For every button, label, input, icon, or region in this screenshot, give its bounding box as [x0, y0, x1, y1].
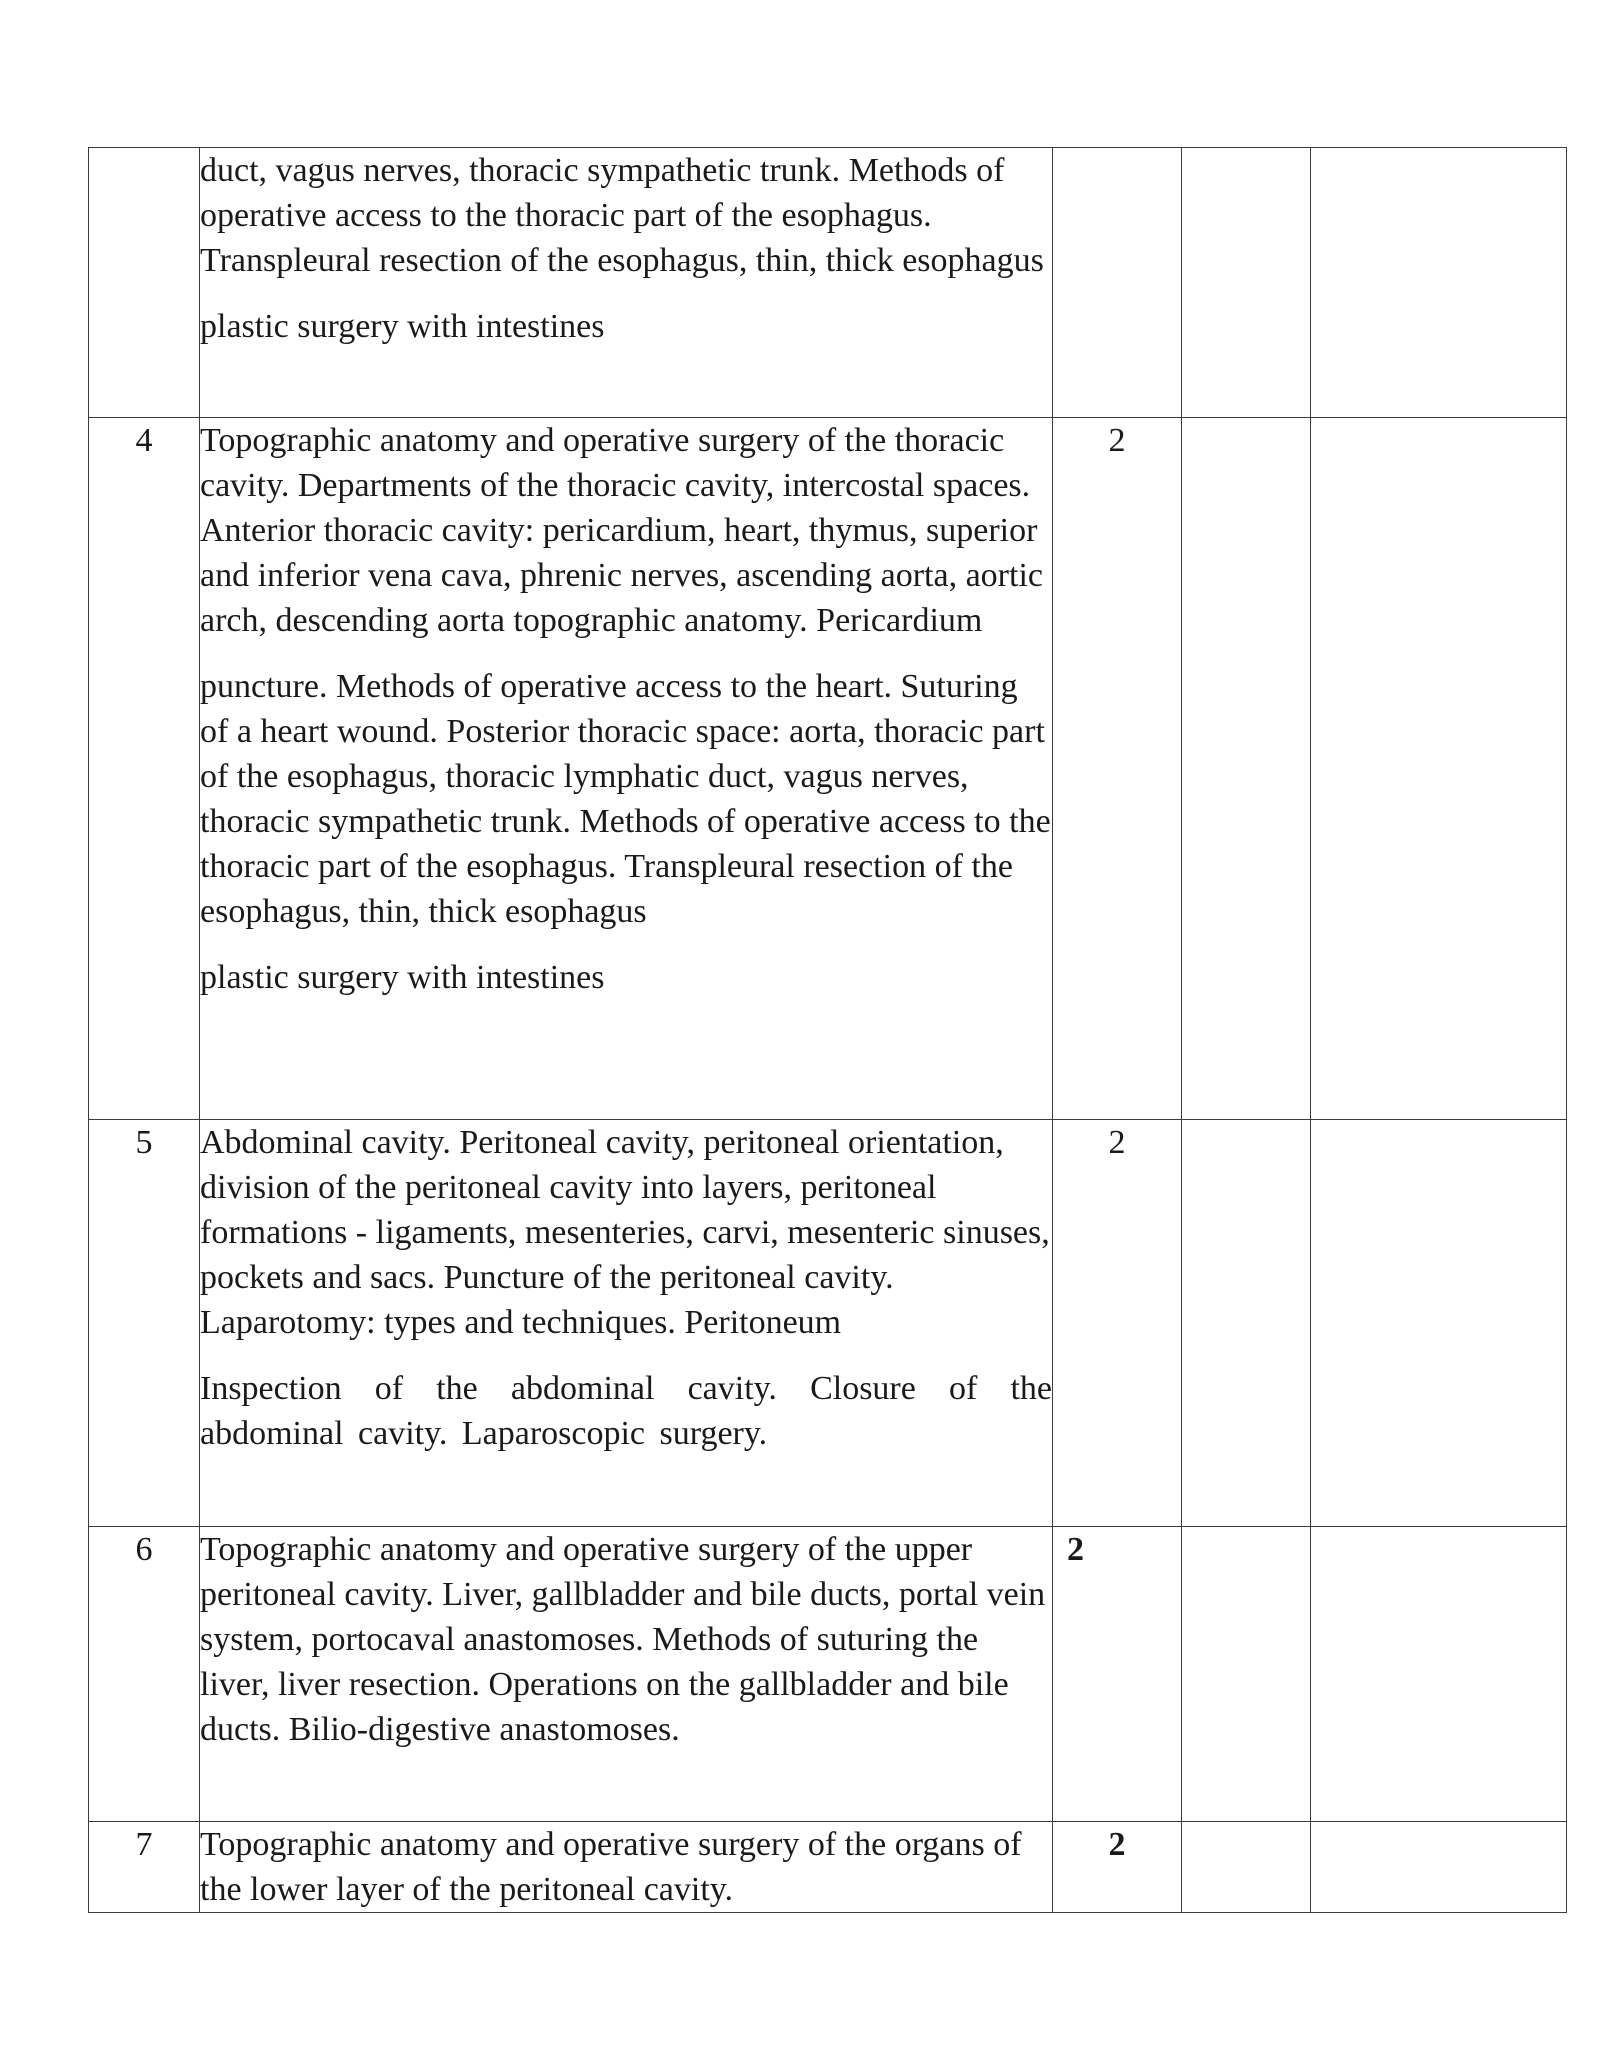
topic-paragraph: Inspection of the abdominal cavity. Closure of the abdominal cavity. Laparoscopic surgery.: [200, 1370, 1052, 1452]
topic-paragraph: plastic surgery with intestines: [200, 959, 605, 996]
hours-cell: 2: [1053, 1120, 1182, 1527]
hours-cell: 2: [1053, 418, 1182, 1120]
hours-cell: 2: [1053, 1527, 1182, 1822]
empty-cell: [1182, 148, 1311, 418]
topic-paragraph: Abdominal cavity. Peritoneal cavity, peritoneal orientation, division of the peritoneal cavity into layers, peritoneal formations - ligaments, mesenteries, carvi, mesenteric sinuses, pockets and sacs. Puncture of the peritoneal cavity. Laparotomy: types and techniques. Peritoneum: [200, 1124, 1050, 1341]
syllabus-table: [88, 147, 1567, 1913]
topic-cell: [200, 1527, 1053, 1822]
table-row: [89, 418, 1567, 1120]
empty-cell: [1311, 148, 1567, 418]
table-row: [89, 148, 1567, 418]
topic-cell: [200, 418, 1053, 1120]
empty-cell: [1311, 1120, 1567, 1527]
table-row: [89, 1822, 1567, 1913]
row-number-cell: 5: [89, 1120, 200, 1527]
topic-paragraph: Topographic anatomy and operative surgery of the thoracic cavity. Departments of the thoracic cavity, intercostal spaces. Anterior thoracic cavity: pericardium, heart, thymus, superior and inferior vena cava, phrenic nerves, ascending aorta, aortic arch, descending aorta topographic anatomy. Pericardium: [200, 422, 1043, 639]
table-row: [89, 1120, 1567, 1527]
empty-cell: [1182, 1822, 1311, 1913]
document-page: [88, 147, 1566, 1913]
empty-cell: [1182, 1527, 1311, 1822]
empty-cell: [1311, 1527, 1567, 1822]
row-number-cell: 6: [89, 1527, 200, 1822]
topic-paragraph: duct, vagus nerves, thoracic sympathetic trunk. Methods of operative access to the thoracic part of the esophagus. Transpleural resection of the esophagus, thin, thick esophagus: [200, 152, 1044, 279]
topic-paragraph: Topographic anatomy and operative surgery of the upper peritoneal cavity. Liver, gallbladder and bile ducts, portal vein system, portocaval anastomoses. Methods of suturing the liver, liver resection. Operations on the gallbladder and bile ducts. Bilio-digestive anastomoses.: [200, 1531, 1046, 1748]
topic-paragraph: Topographic anatomy and operative surgery of the organs of the lower layer of the peritoneal cavity.: [200, 1826, 1022, 1908]
hours-cell: 2: [1053, 1822, 1182, 1913]
topic-cell: [200, 148, 1053, 418]
topic-cell: [200, 1120, 1053, 1527]
topic-paragraph: puncture. Methods of operative access to the heart. Suturing of a heart wound. Posterior thoracic space: aorta, thoracic part of the esophagus, thoracic lymphatic duct, vagus nerves, thoracic sympathetic trunk. Methods of operative access to the thoracic part of the esophagus. Transpleural resection of the esophagus, thin, thick esophagus: [200, 668, 1051, 930]
hours-cell: [1053, 148, 1182, 418]
row-number-cell: 7: [89, 1822, 200, 1913]
empty-cell: [1311, 418, 1567, 1120]
empty-cell: [1182, 418, 1311, 1120]
empty-cell: [1182, 1120, 1311, 1527]
row-number-cell: 4: [89, 418, 200, 1120]
topic-cell: [200, 1822, 1053, 1913]
empty-cell: [1311, 1822, 1567, 1913]
row-number-cell: [89, 148, 200, 418]
topic-paragraph: plastic surgery with intestines: [200, 308, 605, 345]
table-row: [89, 1527, 1567, 1822]
